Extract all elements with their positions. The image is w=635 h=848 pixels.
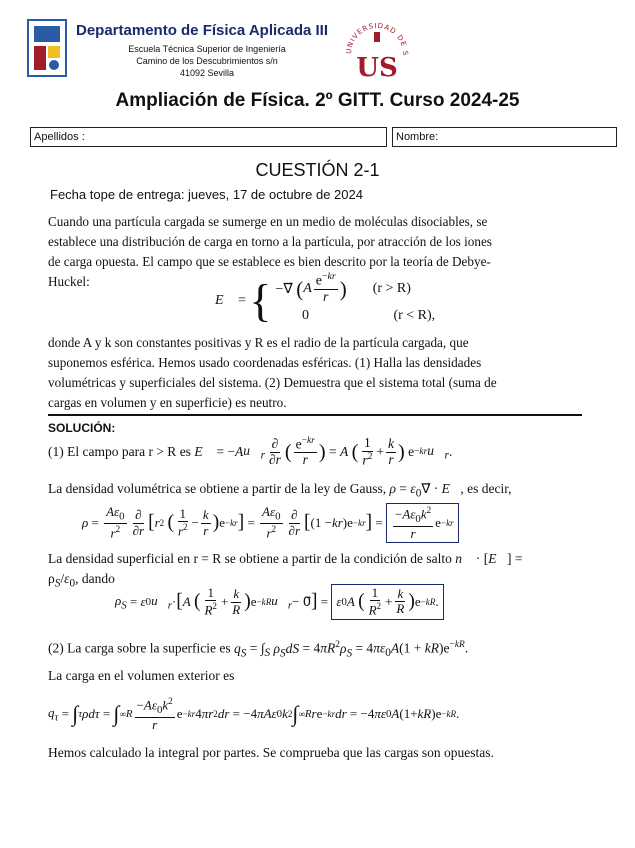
solution-surface-text: La densidad superficial en r = R se obtiene a partir de la condición de salto n⃗ · [E⃗] = $\rho_S/\varepsilon_0$, dando <box>48 551 523 590</box>
solution-part1-line: (1) El campo para r > R es E⃗ = − A $u⃗_r$ $\frac{\partial}{\partial r}$ ( $\frac{e^{-kr}}{r}$ ) = A ( $\frac{1}{r^2}$ + $\frac{k}{r}$ ) e −kr $u⃗_r$ . <box>48 434 453 468</box>
solution-text: ρ <box>48 571 55 586</box>
school-line-2: Camino de los Descubrimientos s/n <box>136 56 278 66</box>
statement-line: cargas en volumen y en superficie) es neutro. <box>48 395 287 410</box>
surface-density-equation: $\rho_S$ = ε 0 $u⃗_r$ · [ A ( $\frac{1}{R^2}$ + $\frac{k}{R}$ ) e −kR $u⃗_r$ − 0⃗ ] = ε 0 A ( $\frac{1}{R^2}$ + $\frac{k}{R}$ ) e −kR . <box>115 580 444 624</box>
surface-density-result-box: ε 0 A ( $\frac{1}{R^2}$ + $\frac{k}{R}$ ) e −kR . <box>331 584 443 620</box>
deadline: Fecha tope de entrega: jueves, 17 de octubre de 2024 <box>50 187 363 202</box>
case2-condition: (r < R), <box>393 308 436 323</box>
field-equation: E⃗ = { −∇⃗ ( A $\frac{e^{-kr}}{r}$ ) (r > R) 0 (r < R), <box>215 271 436 326</box>
solution-text: (1) El campo para r > R es <box>48 444 191 459</box>
statement-line: Cuando una partícula cargada se sumerge en un medio de moléculas disociables, se <box>48 214 488 229</box>
school-line-1: Escuela Técnica Superior de Ingeniería <box>128 44 286 54</box>
statement-line: de carga opuesta. El campo que se establece es bien descrito por la teoría de Debye- <box>48 254 491 269</box>
volume-density-equation: ρ = $\frac{A\varepsilon_0}{r^2}$ $\frac{\partial}{\partial r}$ [ r 2 ( $\frac{1}{r^2}$ − $\frac{k}{r}$ ) e −kr ] = $\frac{A\varepsilon_0}{r^2}$ $\frac{\partial}{\partial r}$ [ (1 − kr )e −kr ] = $\frac{-A\varepsilon_0k^2}{r}$ e −kr <box>82 500 459 546</box>
volume-density-result-box: $\frac{-A\varepsilon_0k^2}{r}$ e −kr <box>386 503 459 543</box>
solution-gauss-line: La densidad volumétrica se obtiene a partir de la ley de Gauss, $\rho = \varepsilon_0\nabla⃗$ · E⃗, es decir, <box>48 481 512 500</box>
solution-heading: SOLUCIÓN: <box>48 421 116 435</box>
course-title: Ampliación de Física. 2º GITT. Curso 2024-25 <box>115 90 520 111</box>
solution-text: La densidad superficial en r = R se obtiene a partir de la condición de salto <box>48 551 452 566</box>
university-monogram: US <box>356 53 398 83</box>
surface-charge-line: (2) La carga sobre la superficie es $q_S = \int_S$ $\rho_SdS = 4\pi R^2\rho_S = 4\pi\varepsilon_0A(1 + kR)e^{-kR}$. <box>48 640 469 660</box>
solution-text: La densidad volumétrica se obtiene a partir de la ley de Gauss, <box>48 481 387 496</box>
solution-conclusion: Hemos calculado la integral por partes. Se comprueba que las cargas son opuestas. <box>48 745 494 760</box>
statement-para2 <box>48 333 608 413</box>
statement-line: suponemos esférica. Hemos usado coordenadas esféricas. (1) Halla las densidades <box>48 355 482 370</box>
solution-text: (2) La carga sobre la superficie es <box>48 640 231 656</box>
seal-text: UNIVERSIDAD DE S <box>344 21 410 57</box>
solution-text: , dando <box>75 571 115 586</box>
divider <box>48 414 582 416</box>
surname-field[interactable] <box>30 127 387 147</box>
case1-condition: (r > R) <box>372 281 411 296</box>
department-name: Departamento de Física Aplicada III <box>76 22 329 39</box>
name-field[interactable] <box>392 127 617 147</box>
statement-line: Huckel: <box>48 274 90 289</box>
university-seal <box>341 14 413 86</box>
question-title: CUESTIÓN 2-1 <box>255 160 380 180</box>
solution-text: , es decir, <box>460 481 512 496</box>
volume-charge-intro: La carga en el volumen exterior es <box>48 668 235 683</box>
school-line-3: 41092 Sevilla <box>179 68 235 78</box>
name-label: Nombre: <box>396 131 439 143</box>
department-logo <box>26 18 68 78</box>
volume-charge-equation: $q_\tau$ = ∫ τ ρdτ = ∫ ∞ R $\frac{-A\varepsilon_0k^2}{r}$ e −kr 4 πr 2 dr = −4 πAε 0 k 2 ∫ ∞ R r e −kr dr = −4 πε 0 A (1+ kR )e −kR . <box>48 695 460 732</box>
statement-line: volumétricas y superficiales del sistema. (2) Demuestra que el sistema total (suma de <box>48 375 497 390</box>
surname-label: Apellidos : <box>34 131 85 143</box>
statement-line: establece una distribución de carga en torno a la partícula, por atracción de los iones <box>48 234 492 249</box>
statement-line: donde A y k son constantes positivas y R es el radio de la partícula cargada, que <box>48 335 469 350</box>
